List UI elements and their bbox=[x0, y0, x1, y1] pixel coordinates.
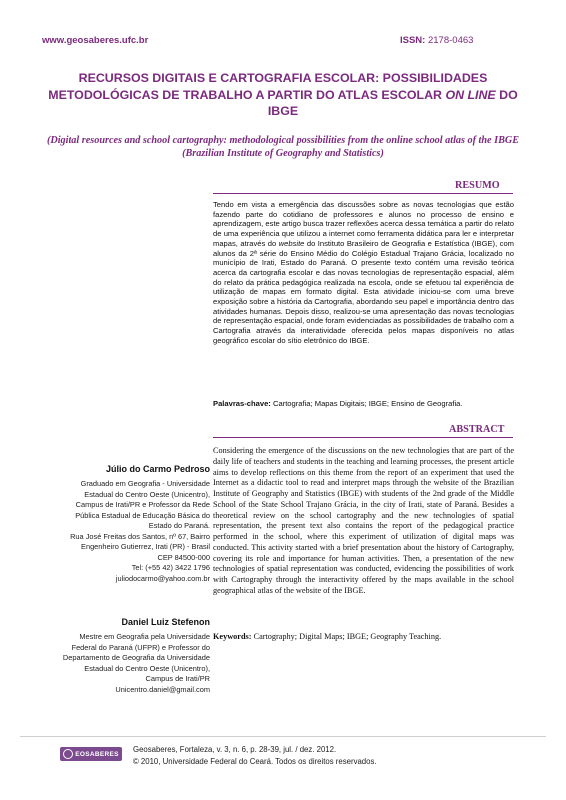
author-block-1 bbox=[30, 464, 210, 584]
author-line: CEP 84500-000 bbox=[157, 552, 210, 562]
author-email[interactable]: juliodocarmo@yahoo.com.br bbox=[115, 573, 210, 583]
footer-divider bbox=[20, 736, 546, 737]
author-line: Estado do Paraná. bbox=[148, 521, 210, 530]
author-line: Engenheiro Gutierrez, Irati (PR) - Brasil bbox=[81, 542, 210, 551]
author-line: Campus de Irati/PR e Professor da Rede bbox=[75, 500, 210, 509]
abstract-heading: ABSTRACT bbox=[449, 424, 505, 435]
abstract-rule bbox=[213, 437, 513, 438]
author-line: Departamento de Geografia da Universidade bbox=[62, 653, 210, 662]
abstract-keywords bbox=[213, 632, 514, 641]
author-affiliation bbox=[30, 632, 210, 695]
author-line: Pública Estadual de Educação Básica do bbox=[75, 510, 210, 520]
resumo-rule bbox=[213, 193, 513, 194]
author-name: Júlio do Carmo Pedroso bbox=[105, 464, 210, 474]
resumo-heading: RESUMO bbox=[455, 180, 500, 191]
logo-text: EOSABERES bbox=[75, 750, 119, 758]
author-line: Graduado em Geografia - Universidade bbox=[80, 479, 210, 488]
title-italic: ON LINE bbox=[445, 87, 496, 102]
issn-label: ISSN: bbox=[400, 35, 426, 46]
resumo-text-b: do Instituto Brasileiro de Geografia e Estatística (IBGE), com alunos da 2ª série do Ensino Médio do Colégio Estadual Trajano Grácia, localizado no município de Irati, Estado do Paraná. O presente texto contém uma revisão teórica acerca da cartografia escolar e das novas tecnologias de representação espacial, além do relato da prática pedagógica realizada na escola, onde se efetuou tal experiência de utilização de mapas em formato digital. Esta atividade iniciou-se com uma breve exposição sobre a história da Cartografia, abordando seu papel e importância dentro das atividades humanas. Depois disso, realizou-se uma apresentação das novas tecnologias de representação espacial, onde foram evidenciadas as possibilidades de trabalho com a Cartografia através da interatividade oferecida pelos mapas disponíveis no atlas geográfico escolar do sítio eletrônico do IBGE. bbox=[213, 238, 514, 345]
author-line: Mestre em Geografia pela Universidade bbox=[79, 632, 210, 641]
title-part1: RECURSOS DIGITAIS E CARTOGRAFIA ESCOLAR: POSSIBILIDADES METODOLÓGICAS DE TRABALHO A PARTIR DO ATLAS ESCOLAR bbox=[48, 71, 488, 102]
author-line: Campus de Irati/PR bbox=[145, 674, 210, 683]
keywords-label-en: Keywords: bbox=[213, 632, 252, 641]
resumo-keywords bbox=[213, 399, 514, 408]
author-line: Estadual do Centro Oeste (Unicentro), bbox=[84, 489, 210, 499]
abstract-text: Considering the emergence of the discussions on the new technologies that are part of the daily life of teachers and students in the teaching and learning processes, the present article aims to develop reflections on this theme from the report of an experiment that used the Internet as a didactic tool to read and interpret maps through the website of the Brazilian Institute of Geography and Statistics (IBGE) with students of the 2nd grade of the Middle School of the State School Trajano Grácia, in the city of Irati, state of Paraná. Besides a theoretical review on the school cartography and the new technologies of spatial representation, the present text also contains the report of the pedagogical practice performed in the school, where this experiment of utilization of digital maps was conducted. This activity started with a brief presentation about the history of Cartography, covering its role and importance for human activities. Then, a presentation of the new technologies of spatial representation was conducted, evidencing the possibilities of work with Cartography through the interactivity offered by the maps available in the school geographical atlas of the website of the IBGE. bbox=[213, 446, 514, 595]
author-email[interactable]: Unicentro.daniel@gmail.com bbox=[115, 684, 210, 694]
author-line: Rua José Freitas dos Santos, nº 67, Bairro bbox=[70, 531, 210, 541]
journal-website[interactable]: www.geosaberes.ufc.br bbox=[42, 35, 149, 46]
author-line: Tel: (+55 42) 3422 1796 bbox=[131, 563, 210, 572]
logo-g-icon bbox=[63, 749, 73, 759]
resumo-text bbox=[213, 200, 514, 346]
issn-value: 2178-0463 bbox=[427, 35, 474, 46]
english-title: (Digital resources and school cartography: methodological possibilities from the online school atlas of the IBGE (Brazilian Institute of Geography and Statistics) bbox=[46, 135, 520, 159]
resumo-text-a: Tendo em vista a emergência das discussões sobre as novas tecnologias que estão fazendo parte do cotidiano de professores e alunos no processo de ensino e aprendizagem, este artigo busca trazer reflexões acerca dessa temática a partir do relato de uma experiência que utilizou a internet como ferramenta didática para ler e interpretar mapas, através do bbox=[213, 200, 514, 248]
keywords-label-pt: Palavras-chave: bbox=[213, 399, 271, 408]
geosaberes-logo bbox=[60, 747, 122, 761]
issn bbox=[400, 35, 473, 46]
title-part2: DO IBGE bbox=[267, 87, 518, 118]
author-block-2 bbox=[30, 617, 210, 695]
keywords-pt: Cartografia; Mapas Digitais; IBGE; Ensino de Geografia. bbox=[270, 399, 463, 408]
author-name: Daniel Luiz Stefenon bbox=[121, 617, 210, 627]
keywords-en: Cartography; Digital Maps; IBGE; Geography Teaching. bbox=[251, 632, 442, 641]
author-affiliation bbox=[30, 479, 210, 584]
author-line: Estadual do Centro Oeste (Unicentro), bbox=[84, 663, 210, 673]
footer-citation: Geosaberes, Fortaleza, v. 3, n. 6, p. 28-39, jul. / dez. 2012. bbox=[133, 745, 337, 754]
resumo-text-italic: website bbox=[278, 238, 305, 248]
author-line: Federal do Paraná (UFPR) e Professor do bbox=[71, 642, 210, 652]
article-title bbox=[40, 70, 526, 120]
footer-copyright: © 2010, Universidade Federal do Ceará. Todos os direitos reservados. bbox=[133, 756, 377, 766]
footer-citation-block bbox=[133, 744, 377, 767]
